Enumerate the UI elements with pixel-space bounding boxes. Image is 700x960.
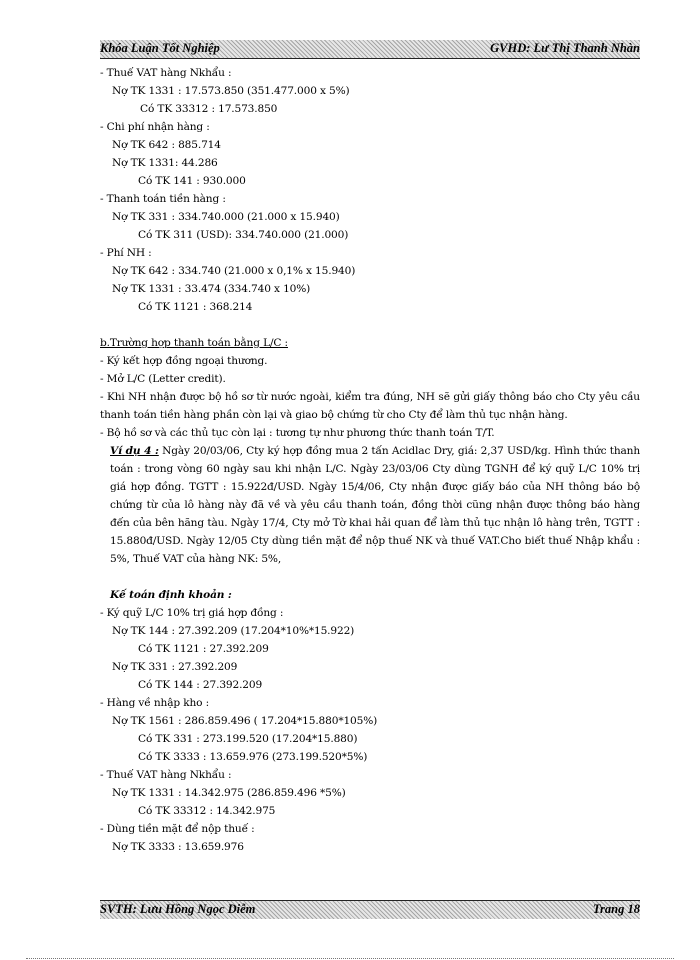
page-number: Trang 18 xyxy=(592,902,640,916)
entry-line: Có TK 3333 : 13.659.976 (273.199.520*5%) xyxy=(138,751,368,763)
list-item: - Ký quỹ L/C 10% trị giá hợp đồng : xyxy=(100,607,284,619)
subsection-heading: Kế toán định khoản : xyxy=(110,589,232,601)
example-text: Ngày 20/03/06, Cty ký hợp đồng mua 2 tấn Acidlac Dry, giá: 2,37 USD/kg. Hình thức thanh toán : trong vòng 60 ngày sau khi nhận L/C. Ngày 23/03/06 Cty dùng TGNH để ký quỹ L/C 10% trị giá hợp đồng. TGTT : 15.922đ/USD. Ngày 15/4/06, Cty nhận được giấy báo của NH thông báo bộ chứng từ của lô hàng này đã về và yêu cầu thanh toán, đồng thời cũng nhận được thông báo hàng đến của bên hãng tàu. Ngày 17/4, Cty mở Tờ khai hải quan để làm thủ tục nhận lô hàng trên, TGTT : 15.880đ/USD. Ngày 12/05 Cty dùng tiền mặt để nộp thuế NK và thuế VAT.Cho biết thuế Nhập khẩu : 5%, Thuế VAT của hàng NK: 5%, xyxy=(110,445,641,565)
footer-author: SVTH: Lưu Hồng Ngọc Diễm xyxy=(100,902,256,916)
entry-line: Có TK 144 : 27.392.209 xyxy=(138,679,263,691)
list-item: - Thuế VAT hàng Nkhẩu : xyxy=(100,769,232,781)
header-advisor: GVHD: Lư Thị Thanh Nhàn xyxy=(490,41,640,55)
example-paragraph xyxy=(100,442,640,568)
entry-line: Có TK 1121 : 27.392.209 xyxy=(138,643,269,655)
list-item: - Ký kết hợp đồng ngoại thương. xyxy=(100,355,268,367)
entry-line: Có TK 331 : 273.199.520 (17.204*15.880) xyxy=(138,733,358,745)
entry-line: Nợ TK 3333 : 13.659.976 xyxy=(112,841,244,853)
page-footer xyxy=(100,900,640,919)
bullet-bank-fee: - Phí NH : xyxy=(100,247,152,259)
entry-line: Nợ TK 1331 : 17.573.850 (351.477.000 x 5%) xyxy=(112,85,350,97)
list-item: - Khi NH nhận được bộ hồ sơ từ nước ngoài, kiểm tra đúng, NH sẽ gửi giấy thông báo cho Cty yêu cầu thanh toán tiền hàng phần còn lại và giao bộ chứng từ cho Cty để làm thủ tục nhận hàng. xyxy=(100,391,640,421)
section-heading: b.Trường hợp thanh toán bằng L/C : xyxy=(100,337,288,349)
page-header xyxy=(100,40,640,59)
bullet-payment: - Thanh toán tiền hàng : xyxy=(100,193,226,205)
list-item: - Hàng về nhập kho : xyxy=(100,697,210,709)
header-title: Khóa Luận Tốt Nghiệp xyxy=(100,41,220,55)
entry-line: Nợ TK 331 : 334.740.000 (21.000 x 15.940) xyxy=(112,211,340,223)
page-body xyxy=(100,64,640,856)
entry-line: Có TK 141 : 930.000 xyxy=(138,175,246,187)
list-item: - Mở L/C (Letter credit). xyxy=(100,373,226,385)
list-item: - Bộ hồ sơ và các thủ tục còn lại : tương tự như phương thức thanh toán T/T. xyxy=(100,427,495,439)
entry-line: Nợ TK 642 : 334.740 (21.000 x 0,1% x 15.940) xyxy=(112,265,356,277)
bullet-receiving-cost: - Chi phí nhận hàng : xyxy=(100,121,210,133)
example-label: Ví dụ 4 : xyxy=(110,445,159,457)
entry-line: Nợ TK 331 : 27.392.209 xyxy=(112,661,238,673)
entry-line: Nợ TK 642 : 885.714 xyxy=(112,139,221,151)
list-item: - Dùng tiền mặt để nộp thuế : xyxy=(100,823,255,835)
entry-line: Nợ TK 1561 : 286.859.496 ( 17.204*15.880*105%) xyxy=(112,715,378,727)
page-bottom-divider xyxy=(26,958,674,959)
entry-line: Có TK 311 (USD): 334.740.000 (21.000) xyxy=(138,229,349,241)
entry-line: Nợ TK 144 : 27.392.209 (17.204*10%*15.922) xyxy=(112,625,355,637)
entry-line: Nợ TK 1331 : 14.342.975 (286.859.496 *5%) xyxy=(112,787,346,799)
entry-line: Nợ TK 1331 : 33.474 (334.740 x 10%) xyxy=(112,283,311,295)
entry-line: Nợ TK 1331: 44.286 xyxy=(112,157,218,169)
entry-line: Có TK 1121 : 368.214 xyxy=(138,301,253,313)
bullet-vat-import: - Thuế VAT hàng Nkhẩu : xyxy=(100,67,232,79)
entry-line: Có TK 33312 : 17.573.850 xyxy=(140,103,278,115)
entry-line: Có TK 33312 : 14.342.975 xyxy=(138,805,276,817)
